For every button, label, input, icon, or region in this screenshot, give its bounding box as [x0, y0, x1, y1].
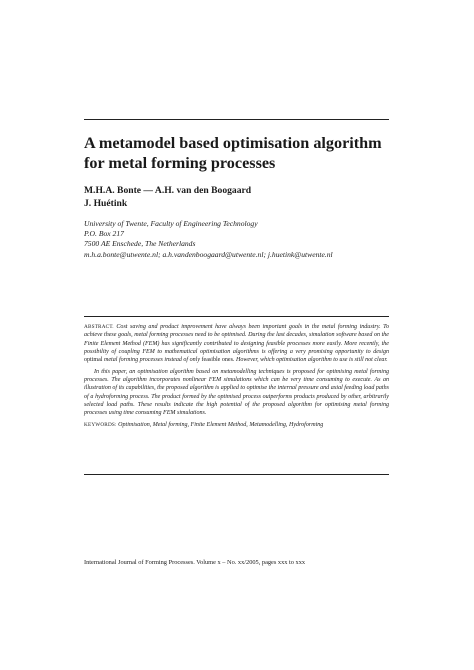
- affiliation-block: [84, 219, 394, 260]
- affiliation-university: University of Twente, Faculty of Engineering Technology: [84, 219, 258, 228]
- abstract-label: ABSTRACT.: [84, 324, 114, 330]
- paper-title: [84, 134, 394, 173]
- abstract-bottom-rule: [84, 474, 389, 475]
- abstract-text-2: metal forming processes instead of only: [104, 357, 201, 364]
- abstract-block: [84, 323, 389, 429]
- affiliation-emails: m.h.a.bonte@utwente.nl; a.h.vandenboogaard@utwente.nl; j.huetink@utwente.nl: [84, 249, 333, 259]
- abstract-emphasis-feasible: feasible ones.: [201, 357, 235, 364]
- abstract-emphasis-optimal: optimal: [84, 357, 103, 364]
- author-list: [84, 185, 394, 210]
- affiliation-po-box: P.O. Box 217: [84, 229, 124, 239]
- affiliation-city: 7500 AE Enschede, The Netherlands: [84, 239, 196, 249]
- authors-line-1: M.H.A. Bonte — A.H. van den Boogaard: [84, 185, 252, 196]
- abstract-text-3: However, which optimisation algorithm to use is still not clear.: [235, 357, 388, 364]
- keywords-text: Optimisation, Metal forming, Finite Element Method, Metamodelling, Hydroforming: [118, 421, 324, 428]
- abstract-paragraph-2: In this paper, an optimisation algorithm based on metamodelling techniques is proposed for optimising metal forming processes. The algorithm incorporates nonlinear FEM simulations which can be very time consuming to execute. As an illustration of its capabilities, the proposed algorithm is applied to optimise the internal pressure and axial feeding load paths of a hydroforming process. The product formed by the optimised process outperforms products produced by other, arbitrarily selected load paths. These results indicate the high potential of the proposed algorithm for optimising metal forming processes using time consuming FEM simulations.: [84, 368, 389, 417]
- keywords-label: KEYWORDS:: [84, 421, 117, 428]
- authors-line-2: J. Huétink: [84, 197, 128, 209]
- abstract-paragraph-1: [84, 323, 389, 365]
- journal-footer: International Journal of Forming Processes. Volume x – No. xx/2005, pages xxx to xxx: [84, 559, 306, 566]
- keywords-line: [84, 421, 389, 429]
- abstract-text-1: Cost saving and product improvement have always been important goals in the metal forming industry. To achieve these goals, metal forming processes need to be optimised. During the last decades, simulation software based on the Finite Element Method (FEM) has significantly contributed to designing feasible processes more easily. More recently, the possibility of coupling FEM to mathematical optimisation algorithms is offering a very promising opportunity to design: [84, 324, 389, 356]
- top-rule: [84, 119, 389, 120]
- title-line-1: A metamodel based optimisation algorithm: [84, 134, 382, 152]
- title-line-2: for metal forming processes: [84, 153, 276, 172]
- abstract-top-rule: [84, 316, 389, 317]
